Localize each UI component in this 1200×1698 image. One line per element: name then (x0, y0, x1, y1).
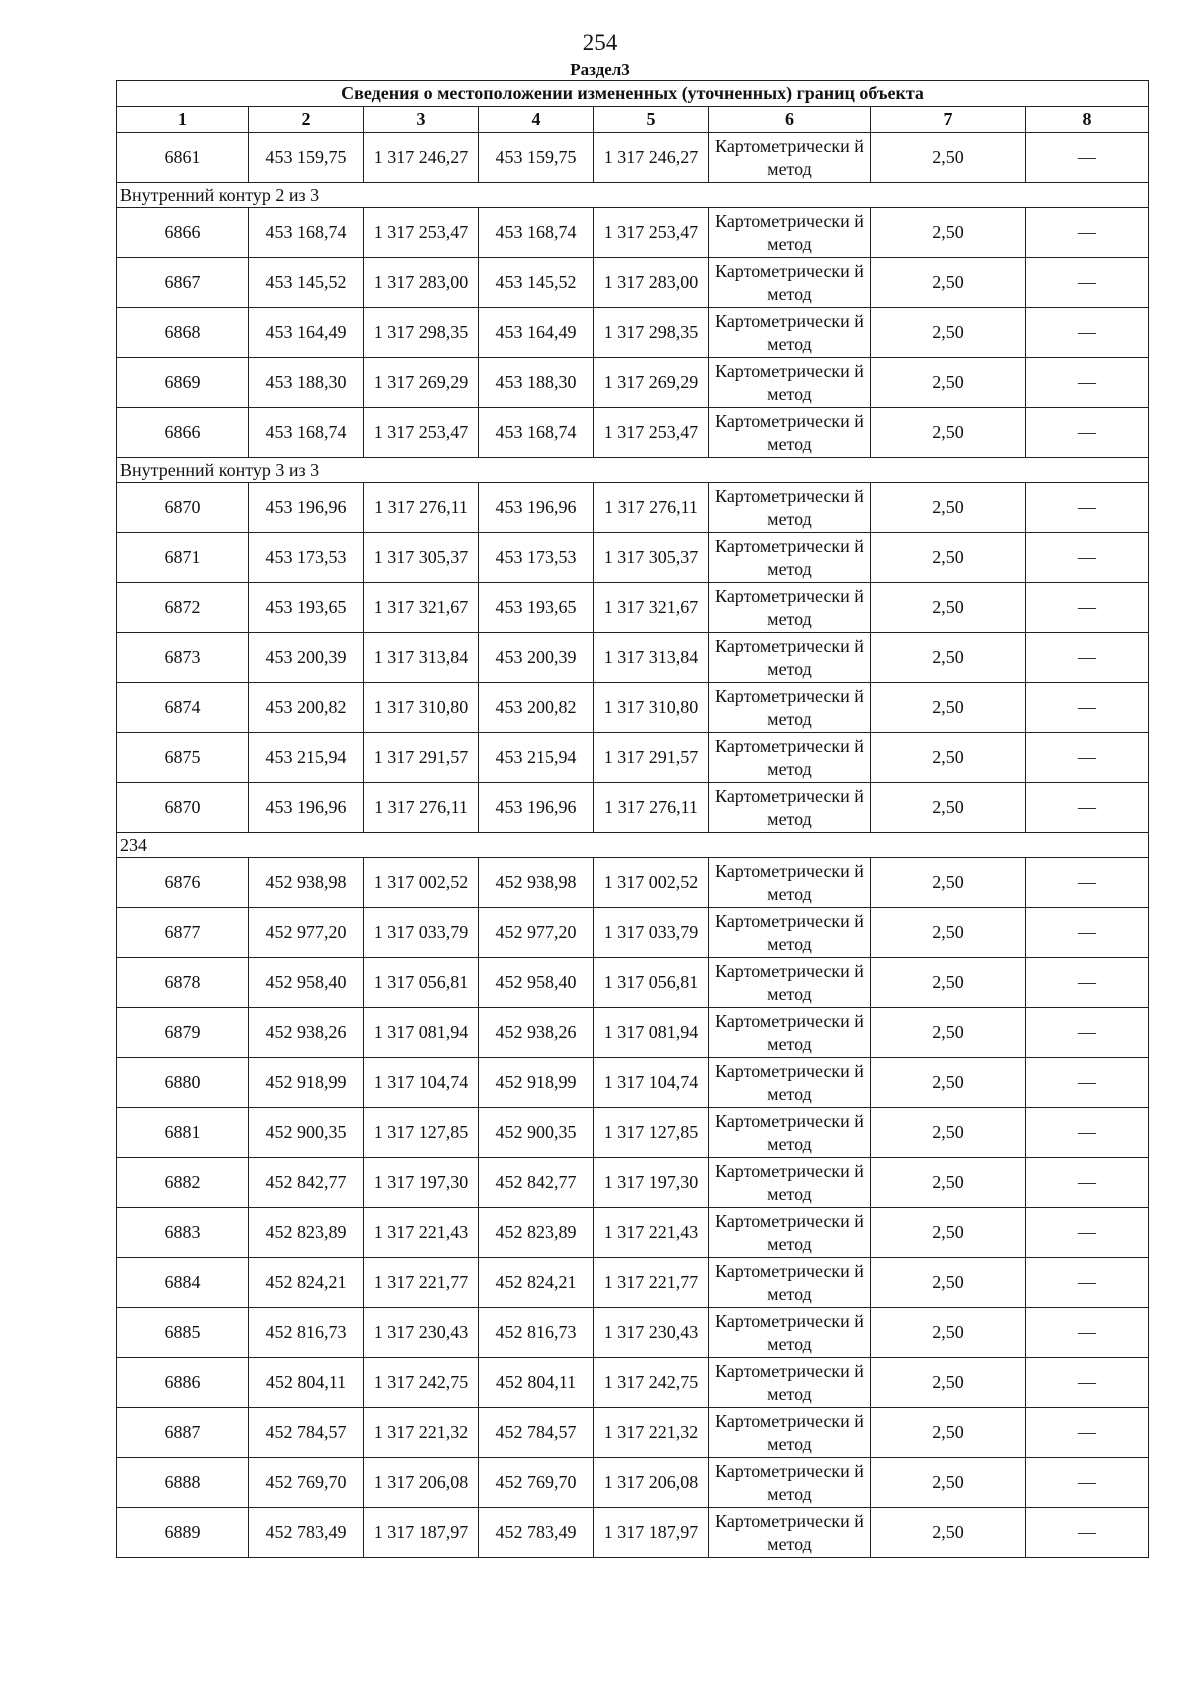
x-old-cell: 453 168,74 (249, 208, 364, 258)
description-cell: — (1026, 908, 1149, 958)
accuracy-cell: 2,50 (871, 908, 1026, 958)
accuracy-cell: 2,50 (871, 858, 1026, 908)
y-old-cell: 1 317 187,97 (364, 1508, 479, 1558)
table-row (117, 208, 1149, 258)
y-new-cell: 1 317 221,77 (594, 1258, 709, 1308)
point-number-cell: 6861 (117, 133, 249, 183)
contour-group-row (117, 458, 1149, 483)
x-old-cell: 453 200,82 (249, 683, 364, 733)
page-number: 254 (582, 30, 618, 55)
x-old-cell: 452 804,11 (249, 1358, 364, 1408)
x-new-cell: 453 145,52 (479, 258, 594, 308)
x-new-cell: 452 816,73 (479, 1308, 594, 1358)
point-number-cell: 6870 (117, 483, 249, 533)
table-row (117, 733, 1149, 783)
point-number-cell: 6889 (117, 1508, 249, 1558)
accuracy-cell: 2,50 (871, 1458, 1026, 1508)
y-old-cell: 1 317 197,30 (364, 1158, 479, 1208)
point-number-cell: 6870 (117, 783, 249, 833)
description-cell: — (1026, 308, 1149, 358)
x-old-cell: 452 958,40 (249, 958, 364, 1008)
description-cell: — (1026, 533, 1149, 583)
accuracy-cell: 2,50 (871, 408, 1026, 458)
method-cell: Картометрически й метод (709, 133, 871, 183)
method-cell: Картометрически й метод (709, 408, 871, 458)
point-number-cell: 6873 (117, 633, 249, 683)
table-row (117, 1308, 1149, 1358)
description-cell: — (1026, 683, 1149, 733)
point-number-cell: 6866 (117, 208, 249, 258)
x-new-cell: 453 196,96 (479, 483, 594, 533)
x-new-cell: 452 804,11 (479, 1358, 594, 1408)
point-number-cell: 6880 (117, 1058, 249, 1108)
method-cell: Картометрически й метод (709, 858, 871, 908)
contour-group-row (117, 833, 1149, 858)
contour-group-label: Внутренний контур 2 из 3 (117, 183, 1149, 208)
table-row (117, 958, 1149, 1008)
method-cell: Картометрически й метод (709, 308, 871, 358)
point-number-cell: 6876 (117, 858, 249, 908)
table-row (117, 1108, 1149, 1158)
accuracy-cell: 2,50 (871, 633, 1026, 683)
y-old-cell: 1 317 298,35 (364, 308, 479, 358)
y-old-cell: 1 317 221,32 (364, 1408, 479, 1458)
table-row (117, 1058, 1149, 1108)
y-old-cell: 1 317 276,11 (364, 783, 479, 833)
y-old-cell: 1 317 033,79 (364, 908, 479, 958)
x-old-cell: 452 769,70 (249, 1458, 364, 1508)
description-cell: — (1026, 258, 1149, 308)
y-old-cell: 1 317 321,67 (364, 583, 479, 633)
table-row (117, 408, 1149, 458)
description-cell: — (1026, 958, 1149, 1008)
method-cell: Картометрически й метод (709, 733, 871, 783)
column-number: 3 (364, 107, 479, 133)
accuracy-cell: 2,50 (871, 583, 1026, 633)
column-number: 1 (117, 107, 249, 133)
y-new-cell: 1 317 221,32 (594, 1408, 709, 1458)
x-old-cell: 453 145,52 (249, 258, 364, 308)
x-old-cell: 452 977,20 (249, 908, 364, 958)
accuracy-cell: 2,50 (871, 1308, 1026, 1358)
x-old-cell: 453 173,53 (249, 533, 364, 583)
point-number-cell: 6867 (117, 258, 249, 308)
description-cell: — (1026, 1158, 1149, 1208)
table-row (117, 1408, 1149, 1458)
y-new-cell: 1 317 187,97 (594, 1508, 709, 1558)
table-row (117, 258, 1149, 308)
table-row (117, 683, 1149, 733)
x-old-cell: 452 900,35 (249, 1108, 364, 1158)
point-number-cell: 6883 (117, 1208, 249, 1258)
y-new-cell: 1 317 305,37 (594, 533, 709, 583)
y-new-cell: 1 317 242,75 (594, 1358, 709, 1408)
method-cell: Картометрически й метод (709, 258, 871, 308)
x-old-cell: 453 164,49 (249, 308, 364, 358)
point-number-cell: 6871 (117, 533, 249, 583)
x-old-cell: 452 938,98 (249, 858, 364, 908)
y-old-cell: 1 317 056,81 (364, 958, 479, 1008)
y-new-cell: 1 317 081,94 (594, 1008, 709, 1058)
accuracy-cell: 2,50 (871, 358, 1026, 408)
x-old-cell: 452 784,57 (249, 1408, 364, 1458)
point-number-cell: 6878 (117, 958, 249, 1008)
point-number-cell: 6877 (117, 908, 249, 958)
point-number-cell: 6887 (117, 1408, 249, 1458)
description-cell: — (1026, 358, 1149, 408)
x-new-cell: 453 168,74 (479, 408, 594, 458)
point-number-cell: 6868 (117, 308, 249, 358)
accuracy-cell: 2,50 (871, 733, 1026, 783)
x-new-cell: 453 159,75 (479, 133, 594, 183)
y-new-cell: 1 317 253,47 (594, 408, 709, 458)
x-new-cell: 452 823,89 (479, 1208, 594, 1258)
accuracy-cell: 2,50 (871, 1408, 1026, 1458)
y-new-cell: 1 317 276,11 (594, 783, 709, 833)
method-cell: Картометрически й метод (709, 483, 871, 533)
description-cell: — (1026, 133, 1149, 183)
x-new-cell: 452 958,40 (479, 958, 594, 1008)
table-row (117, 1258, 1149, 1308)
column-number: 2 (249, 107, 364, 133)
x-new-cell: 453 173,53 (479, 533, 594, 583)
y-old-cell: 1 317 283,00 (364, 258, 479, 308)
column-number: 8 (1026, 107, 1149, 133)
y-new-cell: 1 317 002,52 (594, 858, 709, 908)
table-row (117, 583, 1149, 633)
table-caption: Сведения о местоположении измененных (уточненных) границ объекта (117, 81, 1149, 107)
description-cell: — (1026, 733, 1149, 783)
point-number-cell: 6875 (117, 733, 249, 783)
x-old-cell: 452 918,99 (249, 1058, 364, 1108)
table-row (117, 1358, 1149, 1408)
y-old-cell: 1 317 269,29 (364, 358, 479, 408)
y-new-cell: 1 317 206,08 (594, 1458, 709, 1508)
description-cell: — (1026, 1508, 1149, 1558)
y-new-cell: 1 317 221,43 (594, 1208, 709, 1258)
description-cell: — (1026, 858, 1149, 908)
x-old-cell: 452 824,21 (249, 1258, 364, 1308)
y-new-cell: 1 317 283,00 (594, 258, 709, 308)
method-cell: Картометрически й метод (709, 1258, 871, 1308)
x-new-cell: 452 824,21 (479, 1258, 594, 1308)
y-old-cell: 1 317 313,84 (364, 633, 479, 683)
accuracy-cell: 2,50 (871, 1108, 1026, 1158)
description-cell: — (1026, 1258, 1149, 1308)
column-number: 5 (594, 107, 709, 133)
method-cell: Картометрически й метод (709, 1408, 871, 1458)
accuracy-cell: 2,50 (871, 1258, 1026, 1308)
column-number: 7 (871, 107, 1026, 133)
table-row (117, 533, 1149, 583)
y-old-cell: 1 317 221,77 (364, 1258, 479, 1308)
method-cell: Картометрически й метод (709, 783, 871, 833)
y-old-cell: 1 317 276,11 (364, 483, 479, 533)
y-old-cell: 1 317 127,85 (364, 1108, 479, 1158)
point-number-cell: 6879 (117, 1008, 249, 1058)
x-new-cell: 453 215,94 (479, 733, 594, 783)
section-title: Раздел3 (570, 60, 630, 79)
x-old-cell: 452 938,26 (249, 1008, 364, 1058)
point-number-cell: 6886 (117, 1358, 249, 1408)
accuracy-cell: 2,50 (871, 308, 1026, 358)
accuracy-cell: 2,50 (871, 208, 1026, 258)
description-cell: — (1026, 583, 1149, 633)
contour-group-label: 234 (117, 833, 1149, 858)
accuracy-cell: 2,50 (871, 1058, 1026, 1108)
y-old-cell: 1 317 305,37 (364, 533, 479, 583)
contour-group-row (117, 183, 1149, 208)
point-number-cell: 6882 (117, 1158, 249, 1208)
accuracy-cell: 2,50 (871, 133, 1026, 183)
x-new-cell: 452 784,57 (479, 1408, 594, 1458)
x-old-cell: 453 193,65 (249, 583, 364, 633)
x-new-cell: 452 938,98 (479, 858, 594, 908)
description-cell: — (1026, 1008, 1149, 1058)
method-cell: Картометрически й метод (709, 358, 871, 408)
method-cell: Картометрически й метод (709, 908, 871, 958)
x-old-cell: 453 188,30 (249, 358, 364, 408)
y-new-cell: 1 317 197,30 (594, 1158, 709, 1208)
point-number-cell: 6874 (117, 683, 249, 733)
x-new-cell: 453 200,82 (479, 683, 594, 733)
method-cell: Картометрически й метод (709, 208, 871, 258)
method-cell: Картометрически й метод (709, 583, 871, 633)
y-new-cell: 1 317 127,85 (594, 1108, 709, 1158)
accuracy-cell: 2,50 (871, 783, 1026, 833)
accuracy-cell: 2,50 (871, 1158, 1026, 1208)
accuracy-cell: 2,50 (871, 958, 1026, 1008)
accuracy-cell: 2,50 (871, 483, 1026, 533)
y-old-cell: 1 317 104,74 (364, 1058, 479, 1108)
x-new-cell: 453 168,74 (479, 208, 594, 258)
y-old-cell: 1 317 291,57 (364, 733, 479, 783)
y-new-cell: 1 317 313,84 (594, 633, 709, 683)
method-cell: Картометрически й метод (709, 683, 871, 733)
description-cell: — (1026, 1308, 1149, 1358)
x-new-cell: 452 900,35 (479, 1108, 594, 1158)
table-row (117, 483, 1149, 533)
accuracy-cell: 2,50 (871, 1358, 1026, 1408)
point-number-cell: 6872 (117, 583, 249, 633)
column-number: 4 (479, 107, 594, 133)
description-cell: — (1026, 208, 1149, 258)
point-number-cell: 6888 (117, 1458, 249, 1508)
x-new-cell: 452 842,77 (479, 1158, 594, 1208)
method-cell: Картометрически й метод (709, 1308, 871, 1358)
y-old-cell: 1 317 206,08 (364, 1458, 479, 1508)
description-cell: — (1026, 1408, 1149, 1458)
description-cell: — (1026, 1208, 1149, 1258)
accuracy-cell: 2,50 (871, 1208, 1026, 1258)
y-old-cell: 1 317 081,94 (364, 1008, 479, 1058)
method-cell: Картометрически й метод (709, 958, 871, 1008)
table-row (117, 783, 1149, 833)
description-cell: — (1026, 1458, 1149, 1508)
y-new-cell: 1 317 246,27 (594, 133, 709, 183)
x-new-cell: 452 769,70 (479, 1458, 594, 1508)
table-row (117, 908, 1149, 958)
x-new-cell: 453 200,39 (479, 633, 594, 683)
method-cell: Картометрически й метод (709, 533, 871, 583)
table-row (117, 1458, 1149, 1508)
boundary-coordinates-table (116, 80, 1149, 1558)
y-new-cell: 1 317 310,80 (594, 683, 709, 733)
x-new-cell: 453 164,49 (479, 308, 594, 358)
table-row (117, 1008, 1149, 1058)
y-old-cell: 1 317 310,80 (364, 683, 479, 733)
y-new-cell: 1 317 253,47 (594, 208, 709, 258)
description-cell: — (1026, 483, 1149, 533)
y-new-cell: 1 317 276,11 (594, 483, 709, 533)
y-new-cell: 1 317 230,43 (594, 1308, 709, 1358)
x-new-cell: 452 783,49 (479, 1508, 594, 1558)
y-new-cell: 1 317 104,74 (594, 1058, 709, 1108)
x-new-cell: 452 938,26 (479, 1008, 594, 1058)
table-row (117, 308, 1149, 358)
description-cell: — (1026, 783, 1149, 833)
method-cell: Картометрически й метод (709, 1508, 871, 1558)
table-row (117, 1508, 1149, 1558)
y-new-cell: 1 317 321,67 (594, 583, 709, 633)
y-old-cell: 1 317 242,75 (364, 1358, 479, 1408)
point-number-cell: 6866 (117, 408, 249, 458)
contour-group-label: Внутренний контур 3 из 3 (117, 458, 1149, 483)
method-cell: Картометрически й метод (709, 1008, 871, 1058)
x-new-cell: 453 196,96 (479, 783, 594, 833)
column-number: 6 (709, 107, 871, 133)
point-number-cell: 6885 (117, 1308, 249, 1358)
y-old-cell: 1 317 253,47 (364, 408, 479, 458)
table-row (117, 858, 1149, 908)
accuracy-cell: 2,50 (871, 1008, 1026, 1058)
x-old-cell: 453 168,74 (249, 408, 364, 458)
table-row (117, 1158, 1149, 1208)
y-new-cell: 1 317 298,35 (594, 308, 709, 358)
x-new-cell: 452 918,99 (479, 1058, 594, 1108)
method-cell: Картометрически й метод (709, 1458, 871, 1508)
x-old-cell: 453 215,94 (249, 733, 364, 783)
method-cell: Картометрически й метод (709, 1058, 871, 1108)
x-old-cell: 453 200,39 (249, 633, 364, 683)
method-cell: Картометрически й метод (709, 1108, 871, 1158)
method-cell: Картометрически й метод (709, 633, 871, 683)
accuracy-cell: 2,50 (871, 683, 1026, 733)
table-row (117, 133, 1149, 183)
y-old-cell: 1 317 230,43 (364, 1308, 479, 1358)
x-old-cell: 452 816,73 (249, 1308, 364, 1358)
description-cell: — (1026, 1108, 1149, 1158)
table-row (117, 1208, 1149, 1258)
table-row (117, 633, 1149, 683)
method-cell: Картометрически й метод (709, 1208, 871, 1258)
x-new-cell: 453 188,30 (479, 358, 594, 408)
x-old-cell: 453 159,75 (249, 133, 364, 183)
x-old-cell: 452 783,49 (249, 1508, 364, 1558)
accuracy-cell: 2,50 (871, 1508, 1026, 1558)
y-new-cell: 1 317 269,29 (594, 358, 709, 408)
y-old-cell: 1 317 002,52 (364, 858, 479, 908)
y-old-cell: 1 317 221,43 (364, 1208, 479, 1258)
x-old-cell: 453 196,96 (249, 483, 364, 533)
point-number-cell: 6881 (117, 1108, 249, 1158)
x-new-cell: 452 977,20 (479, 908, 594, 958)
table-row (117, 358, 1149, 408)
method-cell: Картометрически й метод (709, 1358, 871, 1408)
x-new-cell: 453 193,65 (479, 583, 594, 633)
y-new-cell: 1 317 291,57 (594, 733, 709, 783)
method-cell: Картометрически й метод (709, 1158, 871, 1208)
accuracy-cell: 2,50 (871, 258, 1026, 308)
point-number-cell: 6869 (117, 358, 249, 408)
table-caption-row (117, 81, 1149, 107)
y-old-cell: 1 317 253,47 (364, 208, 479, 258)
x-old-cell: 452 842,77 (249, 1158, 364, 1208)
y-new-cell: 1 317 056,81 (594, 958, 709, 1008)
y-new-cell: 1 317 033,79 (594, 908, 709, 958)
description-cell: — (1026, 1058, 1149, 1108)
column-number-row (117, 107, 1149, 133)
x-old-cell: 453 196,96 (249, 783, 364, 833)
point-number-cell: 6884 (117, 1258, 249, 1308)
accuracy-cell: 2,50 (871, 533, 1026, 583)
description-cell: — (1026, 1358, 1149, 1408)
description-cell: — (1026, 633, 1149, 683)
description-cell: — (1026, 408, 1149, 458)
y-old-cell: 1 317 246,27 (364, 133, 479, 183)
x-old-cell: 452 823,89 (249, 1208, 364, 1258)
